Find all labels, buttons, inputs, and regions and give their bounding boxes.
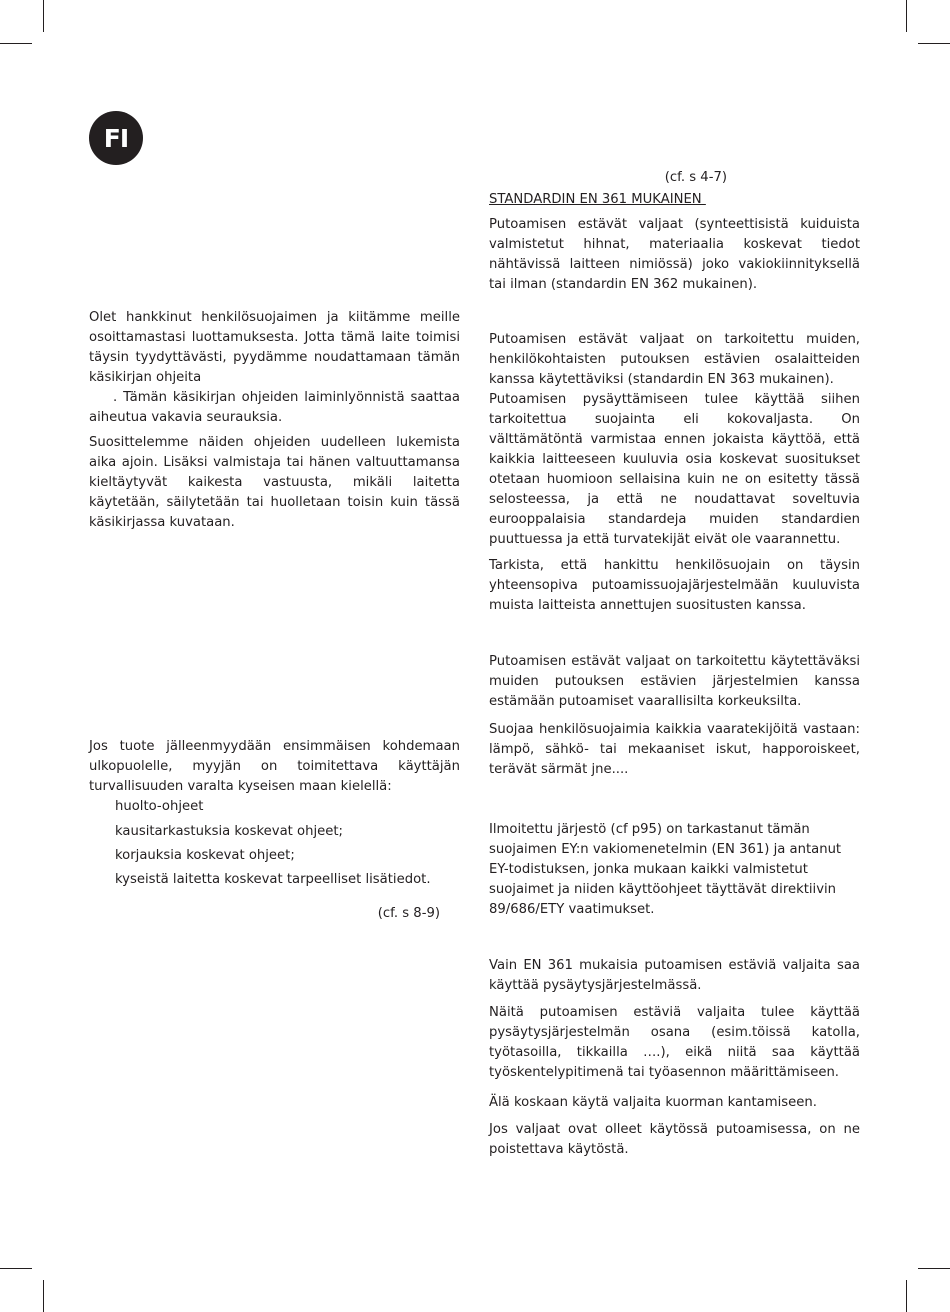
- purpose-paragraph: Putoamisen estävät valjaat on tarkoitettu käytettäväksi muiden putouksen estävien järjestelmien kanssa estämään putoamiset vaarallisilta korkeuksilta.: [489, 654, 860, 709]
- crop-mark: [918, 43, 950, 44]
- compatibility-paragraph: Tarkista, että hankittu henkilösuojain on täysin yhteensopiva putoamissuojajärjestelmään kuuluvista muista laitteista annettujen suositusten kanssa.: [489, 558, 860, 613]
- list-item: kyseistä laitetta koskevat tarpeelliset lisätiedot.: [115, 872, 431, 887]
- page-reference: (cf. s 4-7): [664, 170, 727, 185]
- section-heading: STANDARDIN EN 361 MUKAINEN: [489, 192, 706, 207]
- crop-mark: [43, 0, 44, 32]
- warning-paragraph: . Tämän käsikirjan ohjeiden laiminlyönnistä saattaa aiheutua vakavia seurauksia.: [89, 390, 460, 425]
- crop-mark: [906, 0, 907, 32]
- usage-paragraph: Putoamisen estävät valjaat on tarkoitettu muiden, henkilökohtaisten putouksen estävien osalaitteiden kanssa käytettäviksi (standardin EN 363 mukainen).: [489, 332, 860, 387]
- fall-arrest-paragraph: Putoamisen pysäyttämiseen tulee käyttää siihen tarkoitettua suojainta eli kokovaljasta. On välttämätöntä varmistaa ennen jokaista käyttöä, että kaikkia laitteeseen kuuluvia osia koskevat suositukset otetaan huomioon sellaisina kuin ne on esitetty tässä selosteessa, ja että ne noudattavat soveltuvia eurooppalaisia standardeja muiden standardien puuttuessa ja että turvatekijät eivät ole vaarannettu.: [489, 392, 860, 547]
- crop-mark: [0, 1268, 32, 1269]
- system-use-paragraph: Näitä putoamisen estäviä valjaita tulee käyttää pysäytysjärjestelmän osana (esim.töissä katolla, työtasoilla, tikkailla ….), eikä niitä saa käyttää työskentelypitimenä tai työasennon määrittämiseen.: [489, 1005, 860, 1080]
- restriction-paragraph: Vain EN 361 mukaisia putoamisen estäviä valjaita saa käyttää pysäytysjärjestelmässä.: [489, 958, 860, 993]
- certification-paragraph: Ilmoitettu järjestö (cf p95) on tarkastanut tämän suojaimen EY:n vakiomenetelmin (EN 361) ja antanut EY-todistuksen, jonka mukaan kaikki valmistetut suojaimet ja niiden käyttöohjeet täyttävät direktiivin 89/686/ETY vaatimukset.: [489, 822, 842, 917]
- crop-mark: [0, 43, 32, 44]
- list-item: kausitarkastuksia koskevat ohjeet;: [115, 824, 343, 839]
- resale-paragraph: Jos tuote jälleenmyydään ensimmäisen kohdemaan ulkopuolelle, myyjän on toimitettava käyttäjän turvallisuuden varalta kyseisen maan kielellä:: [89, 739, 460, 794]
- intro-paragraph: Olet hankkinut henkilösuojaimen ja kiitämme meille osoittamastasi luottamuksesta. Jotta tämä laite toimisi täysin tyydyttävästi, pyydämme noudattamaan tämän käsikirjan ohjeita: [89, 310, 460, 385]
- page-reference: (cf. s 8-9): [377, 906, 440, 921]
- crop-mark: [918, 1268, 950, 1269]
- protection-paragraph: Suojaa henkilösuojaimia kaikkia vaaratekijöitä vastaan: lämpö, sähkö- tai mekaaniset iskut, happoroiskeet, terävät särmät jne....: [489, 722, 860, 777]
- list-item: huolto-ohjeet: [115, 799, 204, 814]
- load-warning-paragraph: Älä koskaan käytä valjaita kuorman kantamiseen.: [489, 1095, 817, 1110]
- description-paragraph: Putoamisen estävät valjaat (synteettisistä kuiduista valmistetut hihnat, materiaalia koskevat tiedot nähtävissä laitteen nimiössä) joko vakiokiinnityksellä tai ilman (standardin EN 362 mukainen).: [489, 217, 860, 292]
- crop-mark: [43, 1280, 44, 1312]
- retirement-paragraph: Jos valjaat ovat olleet käytössä putoamisessa, on ne poistettava käytöstä.: [489, 1122, 860, 1157]
- list-item: korjauksia koskevat ohjeet;: [115, 848, 295, 863]
- language-badge: FI: [89, 111, 143, 165]
- crop-mark: [906, 1280, 907, 1312]
- reread-paragraph: Suosittelemme näiden ohjeiden uudelleen lukemista aika ajoin. Lisäksi valmistaja tai hänen valtuuttamansa kieltäytyvät kaikesta vastuusta, mikäli laitetta käytetään, säilytetään tai huolletaan toisin kuin tässä käsikirjassa kuvataan.: [89, 435, 460, 530]
